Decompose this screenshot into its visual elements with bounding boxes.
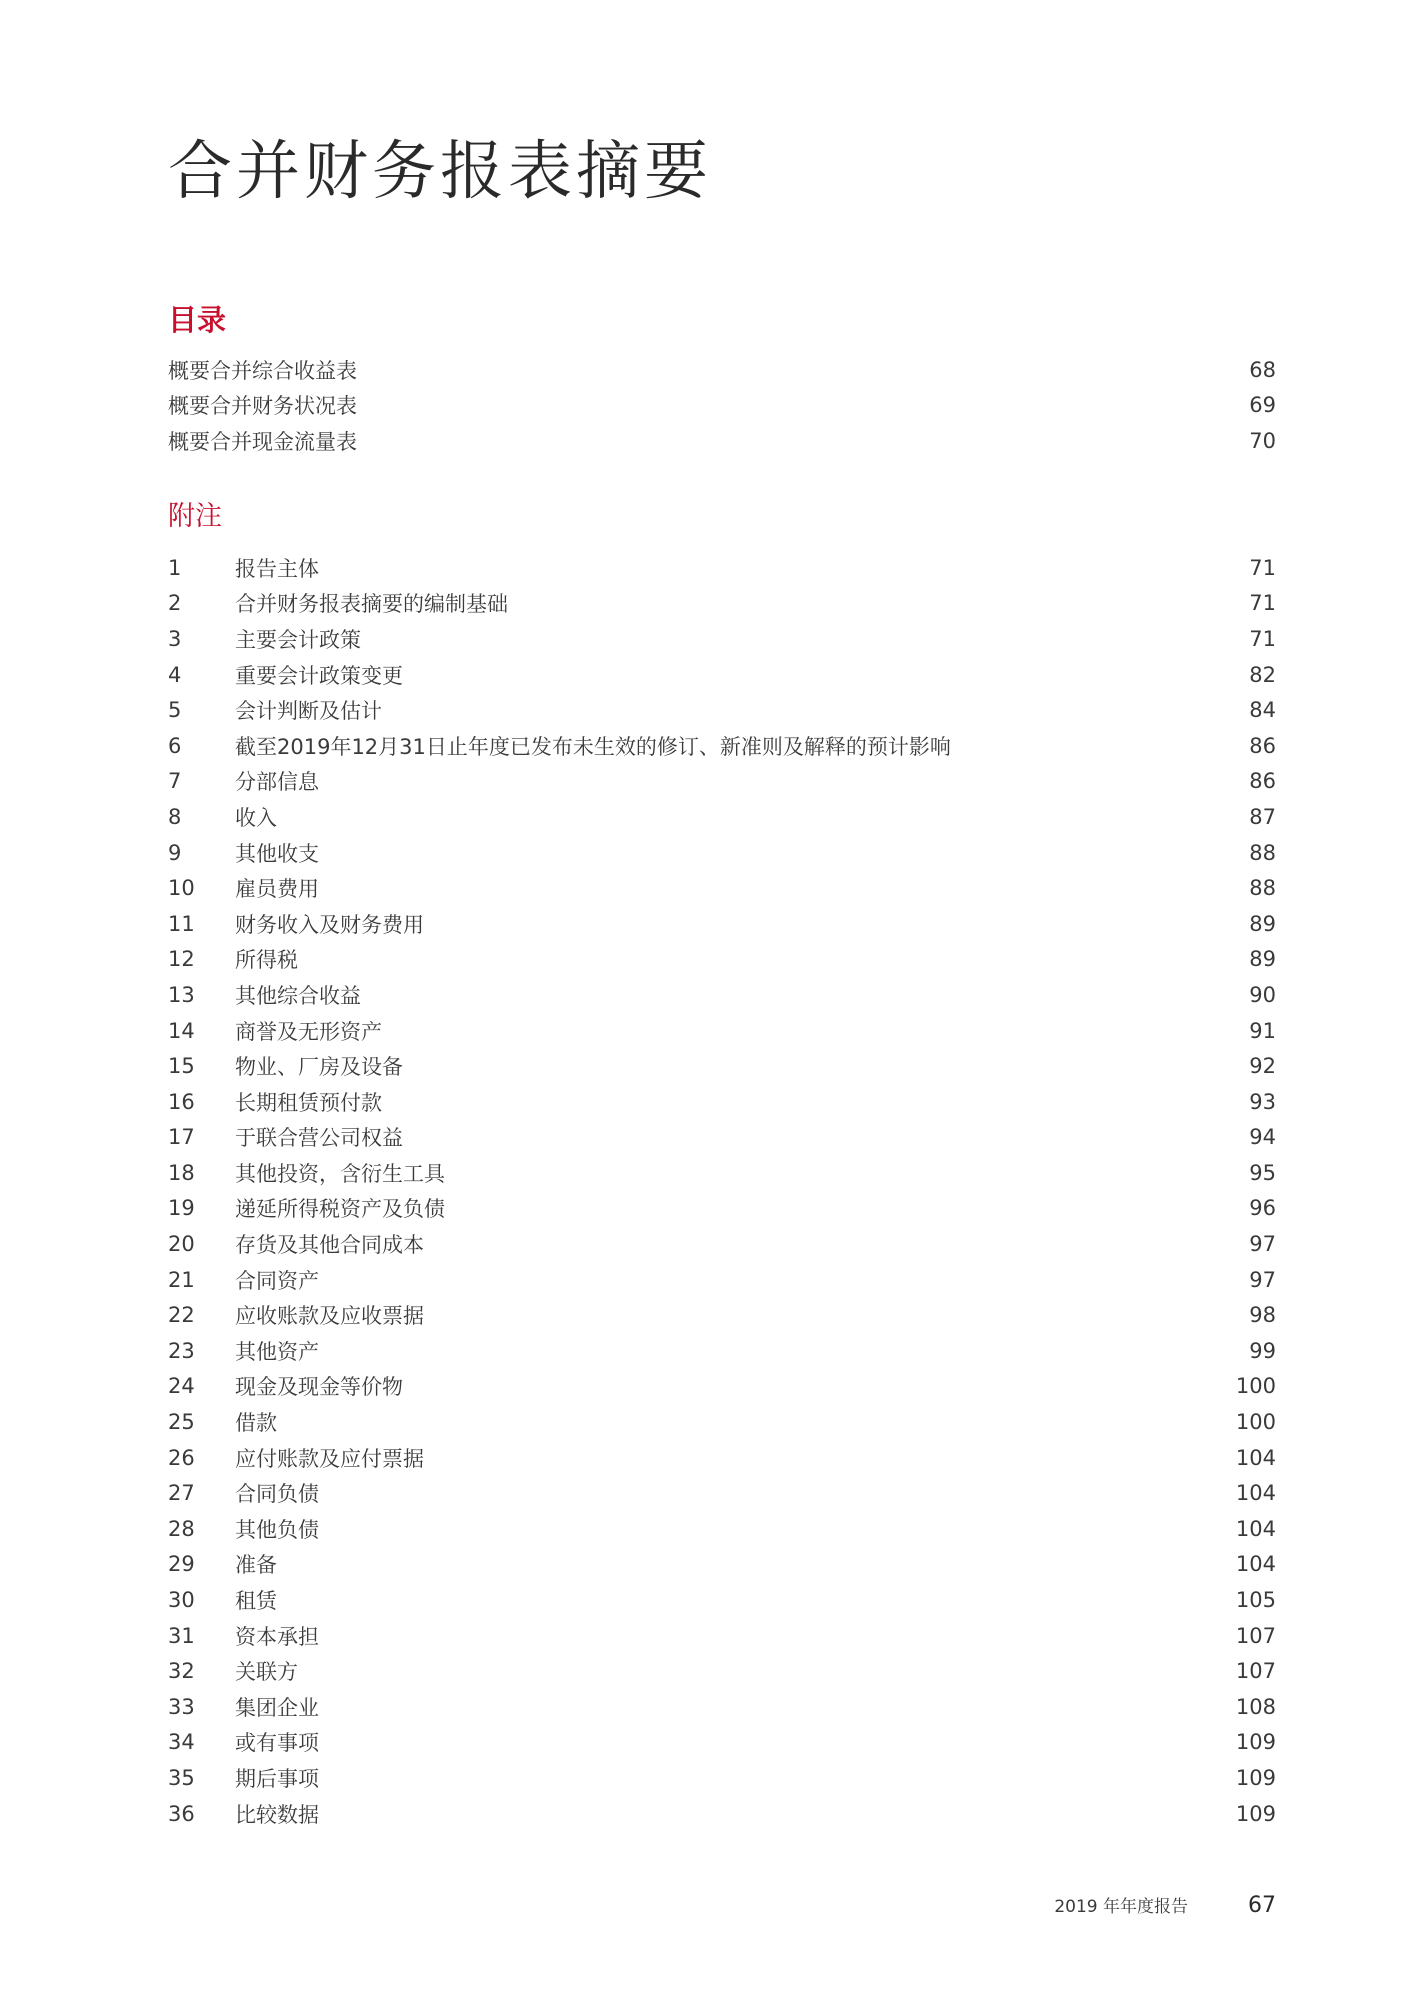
note-item-page: 108 xyxy=(1235,1694,1276,1719)
note-item-label: 其他综合收益 xyxy=(235,983,361,1008)
note-item-label: 商誉及无形资产 xyxy=(235,1019,382,1044)
note-item[interactable] xyxy=(168,728,1276,764)
note-item[interactable] xyxy=(168,1475,1276,1511)
note-item-number: 14 xyxy=(168,1018,195,1043)
note-item-page: 91 xyxy=(1249,1018,1276,1043)
note-item-page: 107 xyxy=(1235,1659,1276,1684)
note-item-page: 86 xyxy=(1249,733,1276,758)
note-item-page: 100 xyxy=(1235,1374,1276,1399)
contents-item[interactable] xyxy=(168,423,1276,459)
note-item-number: 10 xyxy=(168,876,195,901)
note-item-label: 其他资产 xyxy=(235,1339,319,1364)
note-item-number: 2 xyxy=(168,591,182,616)
note-item-label: 主要会计政策 xyxy=(235,627,361,652)
note-item-label: 合同资产 xyxy=(235,1268,319,1293)
note-item-number: 7 xyxy=(168,769,182,794)
note-item[interactable] xyxy=(168,1689,1276,1725)
note-item-page: 100 xyxy=(1235,1410,1276,1435)
note-item-number: 26 xyxy=(168,1445,195,1470)
note-item-page: 104 xyxy=(1235,1481,1276,1506)
note-item-label: 存货及其他合同成本 xyxy=(235,1233,424,1258)
note-item-page: 92 xyxy=(1249,1054,1276,1079)
note-item-label: 会计判断及估计 xyxy=(235,699,382,724)
note-item[interactable] xyxy=(168,1048,1276,1084)
note-item[interactable] xyxy=(168,1333,1276,1369)
contents-item-label: 概要合并综合收益表 xyxy=(168,358,357,383)
note-item-number: 16 xyxy=(168,1089,195,1114)
note-item-page: 104 xyxy=(1235,1445,1276,1470)
note-item-page: 89 xyxy=(1249,911,1276,936)
note-item-number: 18 xyxy=(168,1160,195,1185)
note-item-label: 雇员费用 xyxy=(235,877,319,902)
note-item[interactable] xyxy=(168,870,1276,906)
note-item[interactable] xyxy=(168,835,1276,871)
note-item-number: 21 xyxy=(168,1267,195,1292)
note-item[interactable] xyxy=(168,1618,1276,1654)
note-item-number: 9 xyxy=(168,840,182,865)
note-item-page: 88 xyxy=(1249,876,1276,901)
note-item[interactable] xyxy=(168,1511,1276,1547)
note-item[interactable] xyxy=(168,1369,1276,1405)
note-item-page: 99 xyxy=(1249,1338,1276,1363)
note-item-page: 88 xyxy=(1249,840,1276,865)
page-footer xyxy=(1054,1892,1276,1918)
note-item-label: 集团企业 xyxy=(235,1695,319,1720)
note-item-page: 87 xyxy=(1249,804,1276,829)
note-item-number: 34 xyxy=(168,1730,195,1755)
contents-item[interactable] xyxy=(168,388,1276,424)
note-item-number: 32 xyxy=(168,1659,195,1684)
note-item-number: 5 xyxy=(168,698,182,723)
note-item[interactable] xyxy=(168,1725,1276,1761)
note-item[interactable] xyxy=(168,1262,1276,1298)
note-item-page: 105 xyxy=(1235,1588,1276,1613)
note-item[interactable] xyxy=(168,906,1276,942)
note-item-label: 所得税 xyxy=(235,948,298,973)
note-item-number: 13 xyxy=(168,982,195,1007)
note-item-label: 物业、厂房及设备 xyxy=(235,1055,403,1080)
note-item-label: 截至2019年12月31日止年度已发布未生效的修订、新准则及解释的预计影响 xyxy=(235,734,951,759)
note-item[interactable] xyxy=(168,1013,1276,1049)
contents-item[interactable] xyxy=(168,352,1276,388)
note-item-page: 71 xyxy=(1249,591,1276,616)
note-item-label: 重要会计政策变更 xyxy=(235,663,403,688)
footer-report-label: 2019 年年度报告 xyxy=(1054,1897,1188,1917)
note-item[interactable] xyxy=(168,1191,1276,1227)
note-item-number: 25 xyxy=(168,1410,195,1435)
note-item-page: 97 xyxy=(1249,1232,1276,1257)
note-item[interactable] xyxy=(168,1582,1276,1618)
note-item-label: 于联合营公司权益 xyxy=(235,1126,403,1151)
note-item-page: 95 xyxy=(1249,1160,1276,1185)
note-item[interactable] xyxy=(168,657,1276,693)
note-item[interactable] xyxy=(168,1155,1276,1191)
note-item-number: 35 xyxy=(168,1765,195,1790)
contents-item-label: 概要合并财务状况表 xyxy=(168,394,357,419)
note-item-label: 合并财务报表摘要的编制基础 xyxy=(235,592,508,617)
note-item-page: 82 xyxy=(1249,662,1276,687)
note-item-page: 86 xyxy=(1249,769,1276,794)
note-item-label: 财务收入及财务费用 xyxy=(235,912,424,937)
contents-heading: 目录 xyxy=(168,303,227,337)
note-item-page: 93 xyxy=(1249,1089,1276,1114)
note-item-number: 6 xyxy=(168,733,182,758)
note-item[interactable] xyxy=(168,942,1276,978)
note-item[interactable] xyxy=(168,1120,1276,1156)
note-item-label: 应收账款及应收票据 xyxy=(235,1304,424,1329)
note-item-page: 89 xyxy=(1249,947,1276,972)
note-item-number: 29 xyxy=(168,1552,195,1577)
note-item-number: 20 xyxy=(168,1232,195,1257)
note-item[interactable] xyxy=(168,1297,1276,1333)
note-item-label: 比较数据 xyxy=(235,1802,319,1827)
note-item-number: 36 xyxy=(168,1801,195,1826)
note-item-number: 12 xyxy=(168,947,195,972)
note-item-number: 11 xyxy=(168,911,195,936)
note-item[interactable] xyxy=(168,1547,1276,1583)
note-item-label: 租赁 xyxy=(235,1589,277,1614)
note-item-number: 19 xyxy=(168,1196,195,1221)
note-item[interactable] xyxy=(168,799,1276,835)
notes-heading: 附注 xyxy=(168,501,222,532)
note-item[interactable] xyxy=(168,1226,1276,1262)
note-item-page: 94 xyxy=(1249,1125,1276,1150)
note-item-label: 递延所得税资产及负债 xyxy=(235,1197,445,1222)
note-item-page: 107 xyxy=(1235,1623,1276,1648)
contents-item-page: 68 xyxy=(1249,357,1276,382)
note-item-number: 24 xyxy=(168,1374,195,1399)
note-item[interactable] xyxy=(168,550,1276,586)
note-item-label: 现金及现金等价物 xyxy=(235,1375,403,1400)
note-item-number: 23 xyxy=(168,1338,195,1363)
note-item-label: 合同负债 xyxy=(235,1482,319,1507)
note-item-number: 27 xyxy=(168,1481,195,1506)
note-item[interactable] xyxy=(168,586,1276,622)
contents-item-page: 69 xyxy=(1249,393,1276,418)
note-item[interactable] xyxy=(168,1760,1276,1796)
note-item-label: 长期租赁预付款 xyxy=(235,1090,382,1115)
note-item-page: 90 xyxy=(1249,982,1276,1007)
note-item-label: 期后事项 xyxy=(235,1766,319,1791)
note-item[interactable] xyxy=(168,1084,1276,1120)
note-item-number: 3 xyxy=(168,626,182,651)
contents-item-label: 概要合并现金流量表 xyxy=(168,429,357,454)
note-item[interactable] xyxy=(168,1796,1276,1832)
note-item-label: 分部信息 xyxy=(235,770,319,795)
note-item[interactable] xyxy=(168,692,1276,728)
note-item-page: 84 xyxy=(1249,698,1276,723)
note-item[interactable] xyxy=(168,1440,1276,1476)
note-item-number: 17 xyxy=(168,1125,195,1150)
note-item[interactable] xyxy=(168,1653,1276,1689)
contents-list xyxy=(168,352,1276,459)
note-item-page: 104 xyxy=(1235,1516,1276,1541)
note-item-label: 应付账款及应付票据 xyxy=(235,1446,424,1471)
contents-item-page: 70 xyxy=(1249,428,1276,453)
note-item-number: 1 xyxy=(168,555,182,580)
note-item-label: 其他投资，含衍生工具 xyxy=(235,1161,445,1186)
notes-list xyxy=(168,550,1276,1831)
note-item-number: 8 xyxy=(168,804,182,829)
note-item-label: 关联方 xyxy=(235,1660,298,1685)
note-item-number: 15 xyxy=(168,1054,195,1079)
note-item-page: 98 xyxy=(1249,1303,1276,1328)
note-item-label: 资本承担 xyxy=(235,1624,319,1649)
note-item-page: 97 xyxy=(1249,1267,1276,1292)
note-item-page: 71 xyxy=(1249,626,1276,651)
note-item-number: 28 xyxy=(168,1516,195,1541)
note-item[interactable] xyxy=(168,977,1276,1013)
note-item-page: 71 xyxy=(1249,555,1276,580)
note-item-number: 4 xyxy=(168,662,182,687)
note-item-page: 109 xyxy=(1235,1765,1276,1790)
note-item-number: 30 xyxy=(168,1588,195,1613)
note-item-label: 其他收支 xyxy=(235,841,319,866)
note-item-number: 33 xyxy=(168,1694,195,1719)
note-item[interactable] xyxy=(168,764,1276,800)
note-item-page: 109 xyxy=(1235,1730,1276,1755)
note-item-number: 31 xyxy=(168,1623,195,1648)
note-item-label: 或有事项 xyxy=(235,1731,319,1756)
note-item-label: 其他负债 xyxy=(235,1517,319,1542)
note-item-number: 22 xyxy=(168,1303,195,1328)
note-item-page: 96 xyxy=(1249,1196,1276,1221)
note-item[interactable] xyxy=(168,621,1276,657)
footer-page-number: 67 xyxy=(1248,1893,1276,1918)
note-item-label: 报告主体 xyxy=(235,556,319,581)
note-item-label: 准备 xyxy=(235,1553,277,1578)
note-item-label: 借款 xyxy=(235,1411,277,1436)
note-item-label: 收入 xyxy=(235,805,277,830)
page-title: 合并财务报表摘要 xyxy=(168,135,712,209)
note-item-page: 104 xyxy=(1235,1552,1276,1577)
note-item-page: 109 xyxy=(1235,1801,1276,1826)
note-item[interactable] xyxy=(168,1404,1276,1440)
